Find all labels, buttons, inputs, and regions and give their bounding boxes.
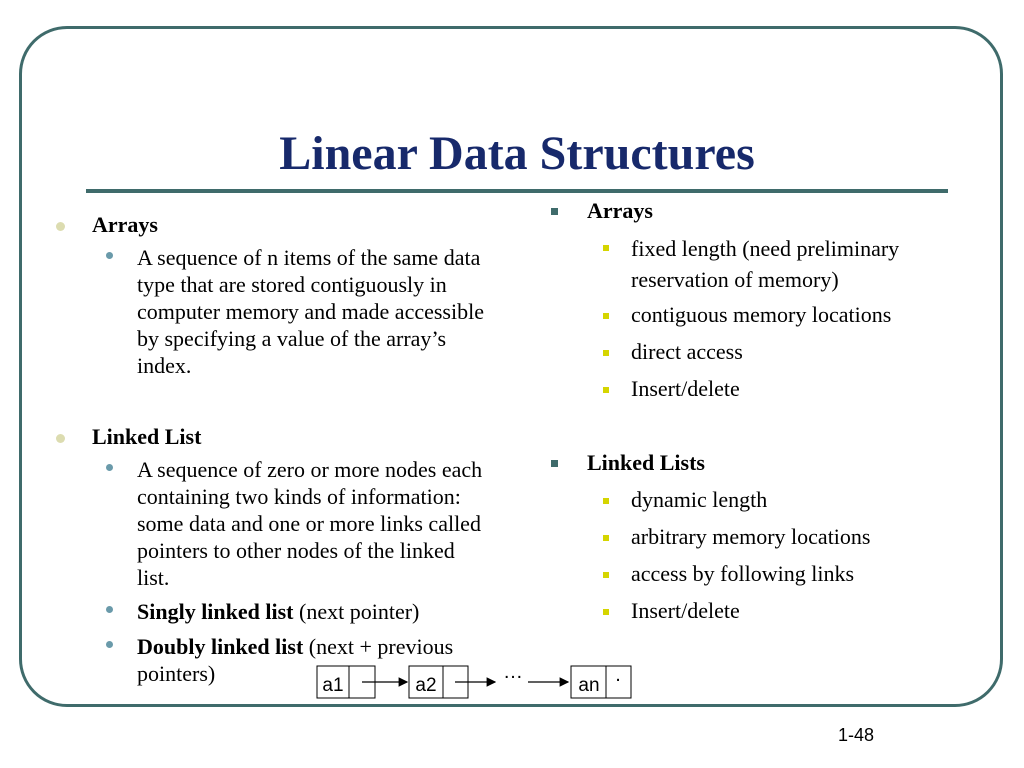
right-arrays-fixed-length [631,233,1001,295]
sub-bullet-icon [106,464,113,471]
left-arrays-line: index. [137,353,192,378]
node-label: a1 [322,675,344,696]
left-linked-list-line: A sequence of zero or more nodes each [137,457,483,482]
square-sub-bullet-icon [603,387,609,393]
right-arrays-item: fixed length (need preliminary [631,236,900,261]
square-sub-bullet-icon [603,245,609,251]
square-sub-bullet-icon [603,535,609,541]
left-arrays-line: type that are stored contiguously in [137,272,447,297]
page-number: 1-48 [838,725,875,745]
sub-bullet-icon [106,606,113,613]
square-sub-bullet-icon [603,609,609,615]
right-arrays-item: direct access [631,339,743,364]
sub-bullet-icon [106,252,113,259]
right-linked-lists-item: Insert/delete [631,598,740,623]
right-arrays-item: contiguous memory locations [631,302,892,327]
left-linked-list-heading: Linked List [92,424,202,449]
slide-title: Linear Data Structures [279,127,755,180]
left-linked-list-definition [137,456,547,591]
left-arrays-heading: Arrays [92,212,158,237]
left-linked-list-line: containing two kinds of information: [137,484,461,509]
square-bullet-icon [551,460,558,467]
right-arrays-heading: Arrays [587,198,653,223]
right-arrays-item: Insert/delete [631,376,740,401]
list-node-an [571,664,631,698]
ellipsis-text: … [503,661,523,683]
node-label: an [578,675,600,696]
null-pointer-dot: . [615,664,621,686]
left-linked-list-line: pointers to other nodes of the linked [137,538,455,563]
node-label: a2 [415,675,437,696]
doubly-linked-list-line [137,633,547,660]
title-underline [86,189,948,193]
right-linked-lists-item: arbitrary memory locations [631,524,871,549]
left-arrays-definition [137,244,547,379]
sub-bullet-icon [106,641,113,648]
singly-linked-list-term: Singly linked list [137,599,294,624]
right-linked-lists-heading: Linked Lists [587,450,705,475]
square-sub-bullet-icon [603,498,609,504]
right-linked-lists-item: dynamic length [631,487,768,512]
left-arrays-line: by specifying a value of the array’s [137,326,447,351]
bullet-icon [56,222,65,231]
linked-list-diagram [300,660,645,700]
singly-linked-list-desc: (next pointer) [293,599,420,624]
left-arrays-line: A sequence of n items of the same data [137,245,481,270]
left-linked-list-line: list. [137,565,170,590]
square-sub-bullet-icon [603,313,609,319]
doubly-linked-list-term: Doubly linked list [137,634,304,659]
square-sub-bullet-icon [603,350,609,356]
singly-linked-list-item [137,598,547,625]
doubly-linked-list-desc: (next + previous [303,634,454,659]
bullet-icon [56,434,65,443]
right-arrays-item: reservation of memory) [631,267,839,292]
square-bullet-icon [551,208,558,215]
left-linked-list-line: some data and one or more links called [137,511,481,536]
right-linked-lists-item: access by following links [631,561,855,586]
square-sub-bullet-icon [603,572,609,578]
doubly-linked-list-line2: pointers) [137,661,216,686]
left-arrays-line: computer memory and made accessible [137,299,484,324]
